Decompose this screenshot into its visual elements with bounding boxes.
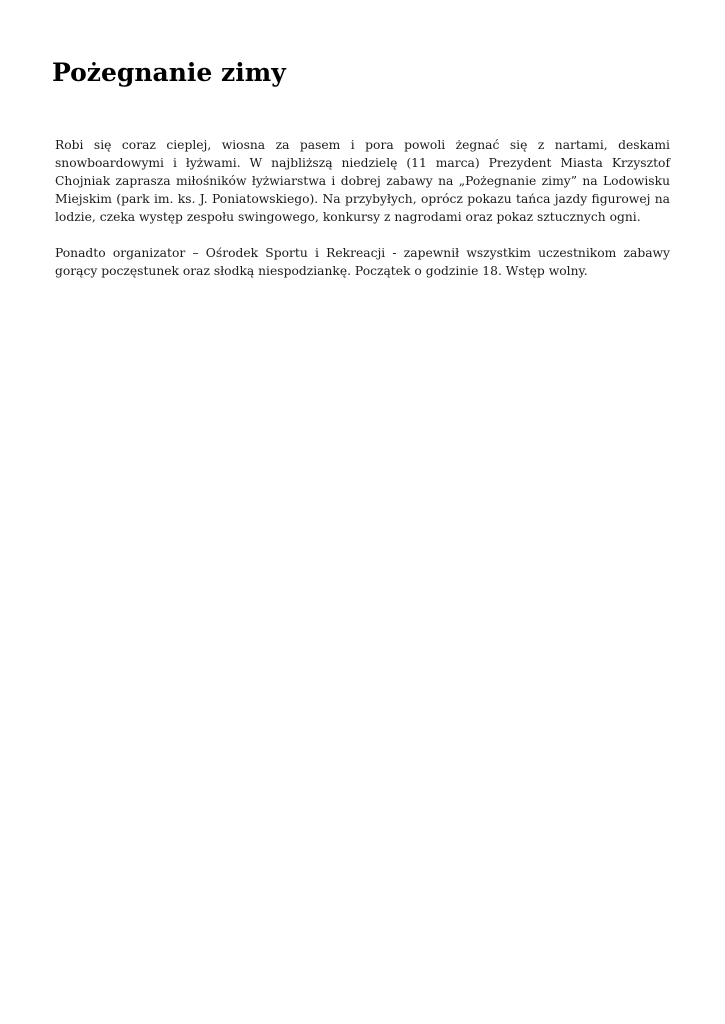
article-title: Pożegnanie zimy [52,58,286,87]
article-paragraph: Robi się coraz cieplej, wiosna za pasem i pora powoli żegnać się z nartami, deskami snowboardowymi i łyżwami. W najbliższą niedzielę (11 marca) Prezydent Miasta Krzysztof Chojniak zaprasza miłośników łyżwiarstwa i dobrej zabawy na „Pożegnanie zimy” na Lodowisku Miejskim (park im. ks. J. Poniatowskiego). Na przybyłych, oprócz pokazu tańca jazdy figurowej na lodzie, czeka występ zespołu swingowego, konkursy z nagrodami oraz pokaz sztucznych ogni. [55,138,670,224]
article-paragraph: Ponadto organizator – Ośrodek Sportu i Rekreacji - zapewnił wszystkim uczestnikom zabawy gorący poczęstunek oraz słodką niespodziankę. Początek o godzinie 18. Wstęp wolny. [55,246,670,278]
article-body [55,136,670,298]
